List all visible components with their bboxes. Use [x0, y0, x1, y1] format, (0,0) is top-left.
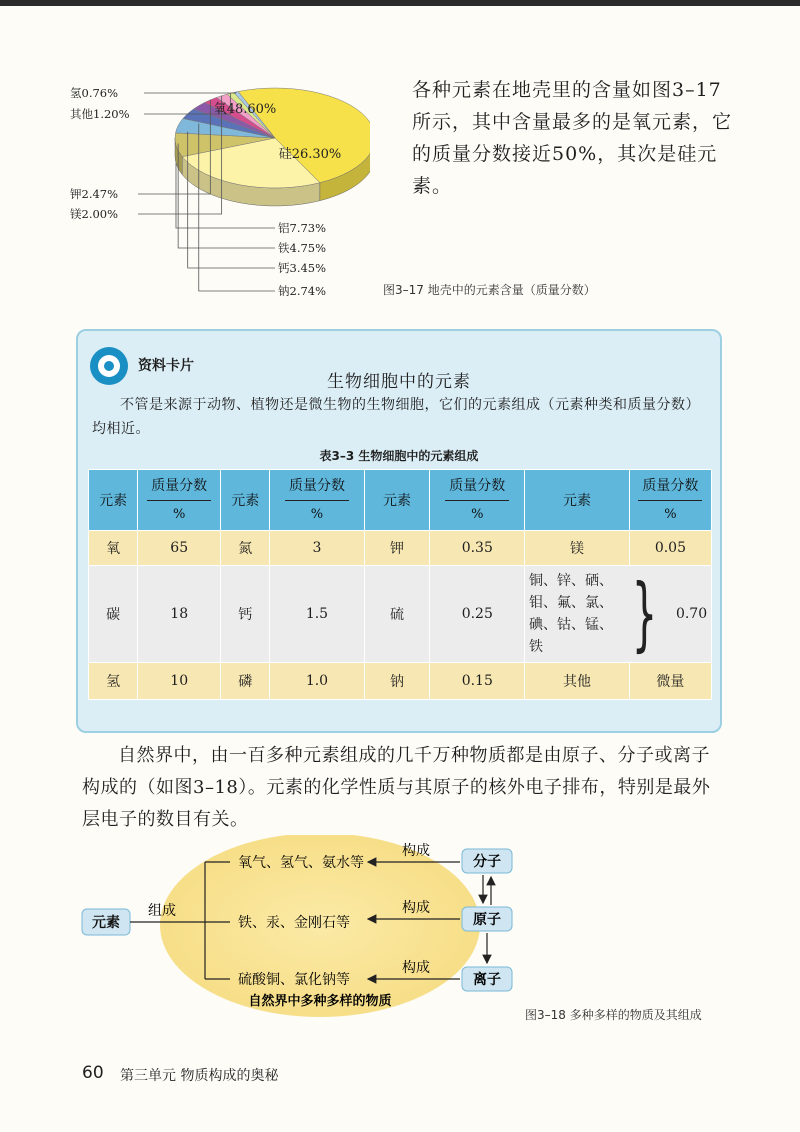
- value-cell: 0.15: [430, 663, 525, 700]
- value-cell: 65: [138, 531, 221, 566]
- header-element: 元素: [525, 470, 630, 531]
- compose-label: 组成: [148, 903, 176, 919]
- value-cell: 1.5: [270, 566, 364, 663]
- value-cell: 0.05: [629, 531, 711, 566]
- header-element: 元素: [221, 470, 270, 531]
- pie-label: 硅26.30%: [278, 147, 342, 162]
- pie-label: 钠2.74%: [278, 284, 327, 298]
- element-cell: 钙: [221, 566, 270, 663]
- pie-label: 氢0.76%: [70, 86, 119, 100]
- table-3-3-caption: 表3–3 生物细胞中的元素组成: [319, 449, 479, 463]
- value-cell: 10: [138, 663, 221, 700]
- ion-label: 离子: [473, 972, 501, 988]
- element-cell: 碳: [89, 566, 138, 663]
- ellipse-label: 自然界中多种多样的物质: [248, 994, 392, 1009]
- value-cell: 0.25: [430, 566, 525, 663]
- pie-label: 镁2.00%: [70, 207, 119, 221]
- element-cell: 钠: [364, 663, 430, 700]
- element-cell: 氮: [221, 531, 270, 566]
- trace-element-line: 钼、氟、氯、: [529, 595, 614, 611]
- figure-3-17-caption: 图3–17 地壳中的元素含量（质量分数）: [383, 283, 596, 297]
- substance-1: 氧气、氢气、氨水等: [238, 855, 364, 871]
- element-cell: 氧: [89, 531, 138, 566]
- header-mass: $\frac{\text{质量分数}}{\%}$: [138, 470, 221, 531]
- table-header-row: [89, 470, 712, 531]
- table-row: [89, 531, 712, 566]
- header-mass: $\frac{\text{质量分数}}{\%}$: [430, 470, 525, 531]
- element-cell: 镁: [525, 531, 630, 566]
- unit-title: 第三单元 物质构成的奥秘: [120, 1068, 279, 1084]
- construct-label-3: 构成: [402, 960, 430, 976]
- header-mass: $\frac{\text{质量分数}}{\%}$: [270, 470, 364, 531]
- value-cell: 3: [270, 531, 364, 566]
- figure-3-18-caption: 图3–18 多种多样的物质及其组成: [525, 1008, 702, 1022]
- brace-glyph: }: [631, 567, 658, 660]
- header-element: 元素: [364, 470, 430, 531]
- page-number: 60: [82, 1063, 104, 1083]
- pie-label: 钾2.47%: [70, 187, 119, 201]
- construct-label-2: 构成: [402, 900, 430, 916]
- construct-label-1: 构成: [402, 843, 430, 859]
- trace-element-line: 铁: [529, 639, 544, 655]
- body-paragraph: 自然界中，由一百多种元素组成的几千万种物质都是由原子、分子或离子构成的（如图3–18）。元素的化学性质与其原子的核外电子排布，特别是最外层电子的数目有关。: [82, 745, 711, 830]
- info-card: [76, 329, 722, 733]
- value-cell: 0.70: [675, 606, 708, 622]
- info-card-label: 资料卡片: [138, 358, 194, 374]
- trace-element-list: [529, 570, 613, 658]
- cell-element-table: [88, 469, 712, 700]
- value-cell: 微量: [629, 663, 711, 700]
- value-cell: 1.0: [270, 663, 364, 700]
- atom-label: 原子: [473, 912, 501, 928]
- pie-leader-line: [144, 92, 236, 93]
- substance-composition-diagram: [70, 835, 730, 1020]
- element-cell: 钾: [364, 531, 430, 566]
- intro-paragraph: 各种元素在地壳里的含量如图3–17所示，其中含量最多的是氧元素，它的质量分数接近50%，其次是硅元素。: [412, 79, 733, 197]
- element-cell: 氢: [89, 663, 138, 700]
- pie-label: 其他1.20%: [70, 107, 130, 121]
- pie-label: 钙3.45%: [278, 261, 327, 275]
- crust-element-pie-chart: [70, 80, 370, 312]
- trace-element-line: 铜、锌、硒、: [529, 573, 614, 589]
- header-element: 元素: [89, 470, 138, 531]
- table-row: [89, 566, 712, 663]
- trace-element-line: 碘、钴、锰、: [529, 617, 614, 633]
- top-edge-bar: [0, 0, 800, 6]
- element-cell: 磷: [221, 663, 270, 700]
- info-card-description: 不管是来源于动物、植物还是微生物的生物细胞，它们的元素组成（元素种类和质量分数）均相近。: [92, 397, 700, 437]
- pie-label: 铁4.75%: [278, 241, 327, 255]
- element-cell: 其他: [525, 663, 630, 700]
- table-row: [89, 663, 712, 700]
- element-label: 元素: [92, 915, 120, 931]
- value-cell: 0.35: [430, 531, 525, 566]
- header-mass: $\frac{\text{质量分数}}{\%}$: [629, 470, 711, 531]
- pie-label: 铝7.73%: [278, 221, 327, 235]
- info-card-title: 生物细胞中的元素: [327, 372, 471, 392]
- substance-2: 铁、汞、金刚石等: [238, 915, 350, 931]
- trace-elements-cell: [525, 566, 712, 663]
- molecule-label: 分子: [473, 854, 501, 870]
- element-cell: 硫: [364, 566, 430, 663]
- value-cell: 18: [138, 566, 221, 663]
- substance-3: 硫酸铜、氯化钠等: [238, 972, 350, 988]
- pie-label: 氧48.60%: [213, 102, 277, 117]
